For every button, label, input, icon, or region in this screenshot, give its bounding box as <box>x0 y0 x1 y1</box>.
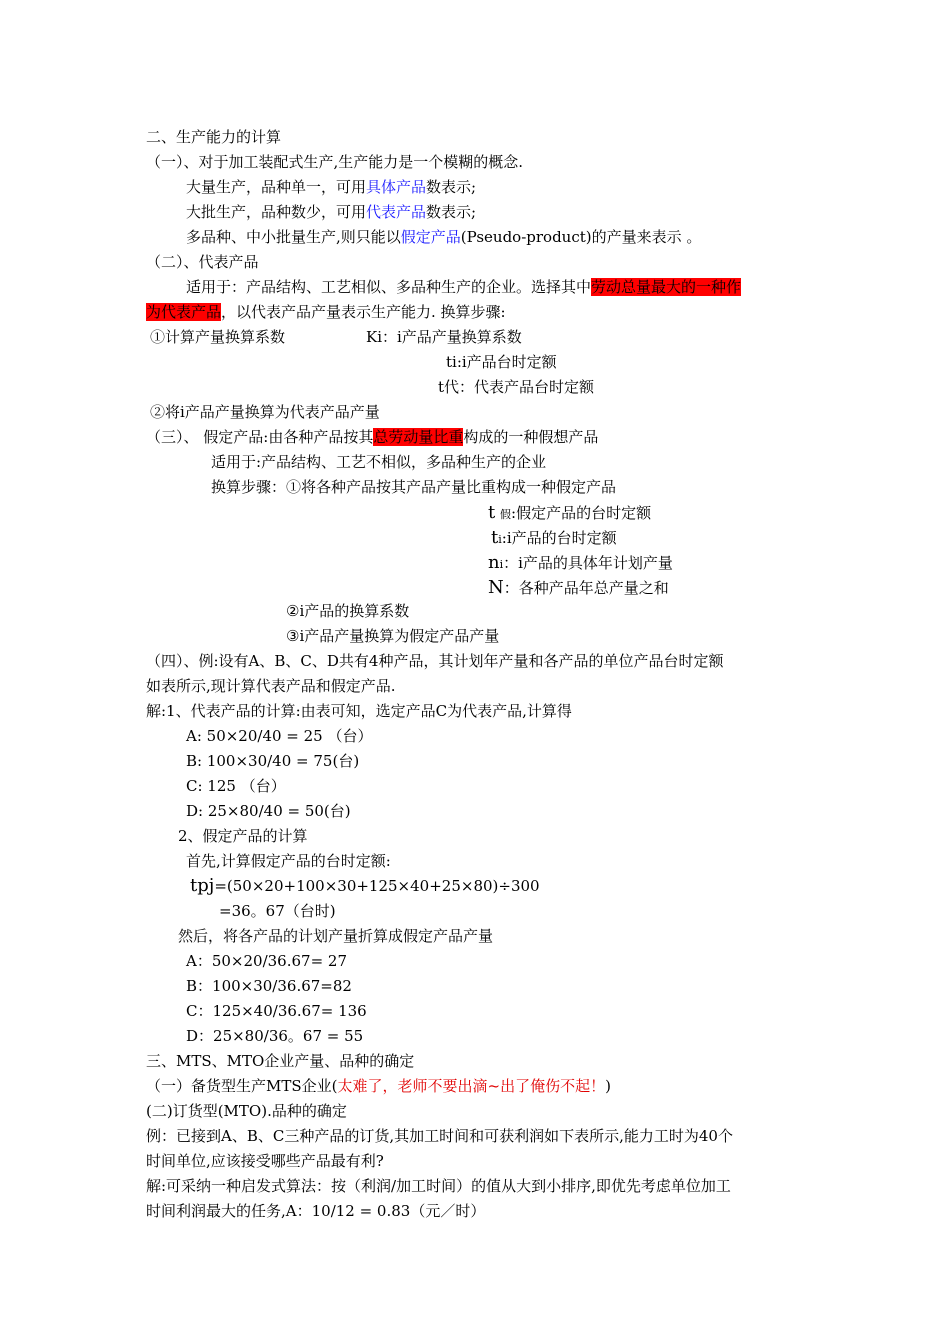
step-line: ②将i产品产量换算为代表产品产量 <box>150 403 380 421</box>
definition-line: N：各种产品年总产量之和 <box>488 577 669 598</box>
subsection-pseudo-product: （三）、 假定产品:由各种产品按其总劳动量比重构成的一种假想产品 <box>146 428 599 446</box>
calc-line: B：100×30/36.67=82 <box>186 977 352 995</box>
subsection-mto: (二)订货型(MTO).品种的确定 <box>146 1102 347 1120</box>
subsection-mts: （一）备货型生产MTS企业(太难了，老师不要出滴~出了俺伤不起！) <box>146 1077 611 1095</box>
section-heading-mts-mto: 三、MTS、MTO企业产量、品种的确定 <box>146 1052 415 1070</box>
definition-line: ti:i产品的台时定额 <box>491 527 617 548</box>
formula-line: tpj=(50×20+100×30+125×40+25×80)÷300 <box>190 875 540 896</box>
highlighted-text: 为代表产品 <box>146 303 222 321</box>
text-line: 首先,计算假定产品的台时定额: <box>186 852 391 870</box>
step-line: ③i产品产量换算为假定产品产量 <box>286 627 500 645</box>
text-line: 适用于:产品结构、工艺不相似，多品种生产的企业 <box>211 453 547 471</box>
text-line: 换算步骤：①将各种产品按其产品产量比重构成一种假定产品 <box>211 478 617 496</box>
subsection-assembly: （一）、对于加工装配式生产,生产能力是一个模糊的概念. <box>146 153 524 171</box>
text-line: 为代表产品，以代表产品产量表示生产能力. 换算步骤: <box>146 303 506 321</box>
calc-line: C：125×40/36.67= 136 <box>186 1002 367 1020</box>
calc-line: A：50×20/36.67= 27 <box>186 952 347 970</box>
text-line: 然后，将各产品的计划产量折算成假定产品产量 <box>178 927 494 945</box>
calc-line: B: 100×30/40 = 75(台) <box>186 752 360 770</box>
text-line: 时间单位,应该接受哪些产品最有利? <box>146 1152 384 1170</box>
calc-line: D: 25×80/40 = 50(台) <box>186 802 351 820</box>
text-line: 多品种、中小批量生产,则只能以假定产品(Pseudo-product)的产量来表示 。 <box>186 228 702 246</box>
formula-line: =36。67（台时) <box>219 902 336 920</box>
definition-line: ti:i产品台时定额 <box>446 353 557 371</box>
blue-term: 代表产品 <box>366 203 427 221</box>
subsection-representative: （二）、代表产品 <box>146 253 259 271</box>
solution-line: 解:1、代表产品的计算:由表可知，选定产品C为代表产品,计算得 <box>146 702 572 720</box>
definition-line: t代：代表产品台时定额 <box>438 378 595 396</box>
subsection-example: （四）、例:设有A、B、C、D共有4种产品，其计划年产量和各产品的单位产品台时定额 <box>146 652 724 670</box>
text-line: 适用于：产品结构、工艺相似、多品种生产的企业。选择其中劳动总量最大的一种作 <box>186 278 742 296</box>
calc-line: A: 50×20/40 = 25 （台） <box>186 727 373 745</box>
highlighted-text: 总劳动量比重 <box>373 428 464 446</box>
text-line: 例：已接到A、B、C三种产品的订货,其加工时间和可获利润如下表所示,能力工时为40个 <box>146 1127 733 1145</box>
definition-line: t 假:假定产品的台时定额 <box>488 502 652 523</box>
text-line: 时间利润最大的任务,A：10/12 = 0.83（元／时） <box>146 1202 486 1220</box>
text-line: 大量生产，品种单一，可用具体产品数表示; <box>186 178 477 196</box>
calc-line: C: 125 （台） <box>186 777 286 795</box>
highlighted-text: 劳动总量最大的一种作 <box>591 278 742 296</box>
blue-term: 具体产品 <box>366 178 427 196</box>
text-line: 大批生产，品种数少，可用代表产品数表示; <box>186 203 477 221</box>
solution-line: 解:可采纳一种启发式算法：按（利润/加工时间）的值从大到小排序,即优先考虑单位加工 <box>146 1177 731 1195</box>
step-line: ②i产品的换算系数 <box>286 602 410 620</box>
solution-line: 2、假定产品的计算 <box>178 827 308 845</box>
section-heading-capacity: 二、生产能力的计算 <box>146 128 282 146</box>
step-line: ①计算产量换算系数 <box>150 328 286 346</box>
definition-line: ni：i产品的具体年计划产量 <box>488 552 673 573</box>
text-line: 如表所示,现计算代表产品和假定产品. <box>146 677 396 695</box>
red-comment: 太难了，老师不要出滴~出了俺伤不起！ <box>337 1077 606 1095</box>
calc-line: D：25×80/36。67 = 55 <box>186 1027 364 1045</box>
definition-line: Ki：i产品产量换算系数 <box>366 328 522 346</box>
blue-term: 假定产品 <box>400 228 461 246</box>
